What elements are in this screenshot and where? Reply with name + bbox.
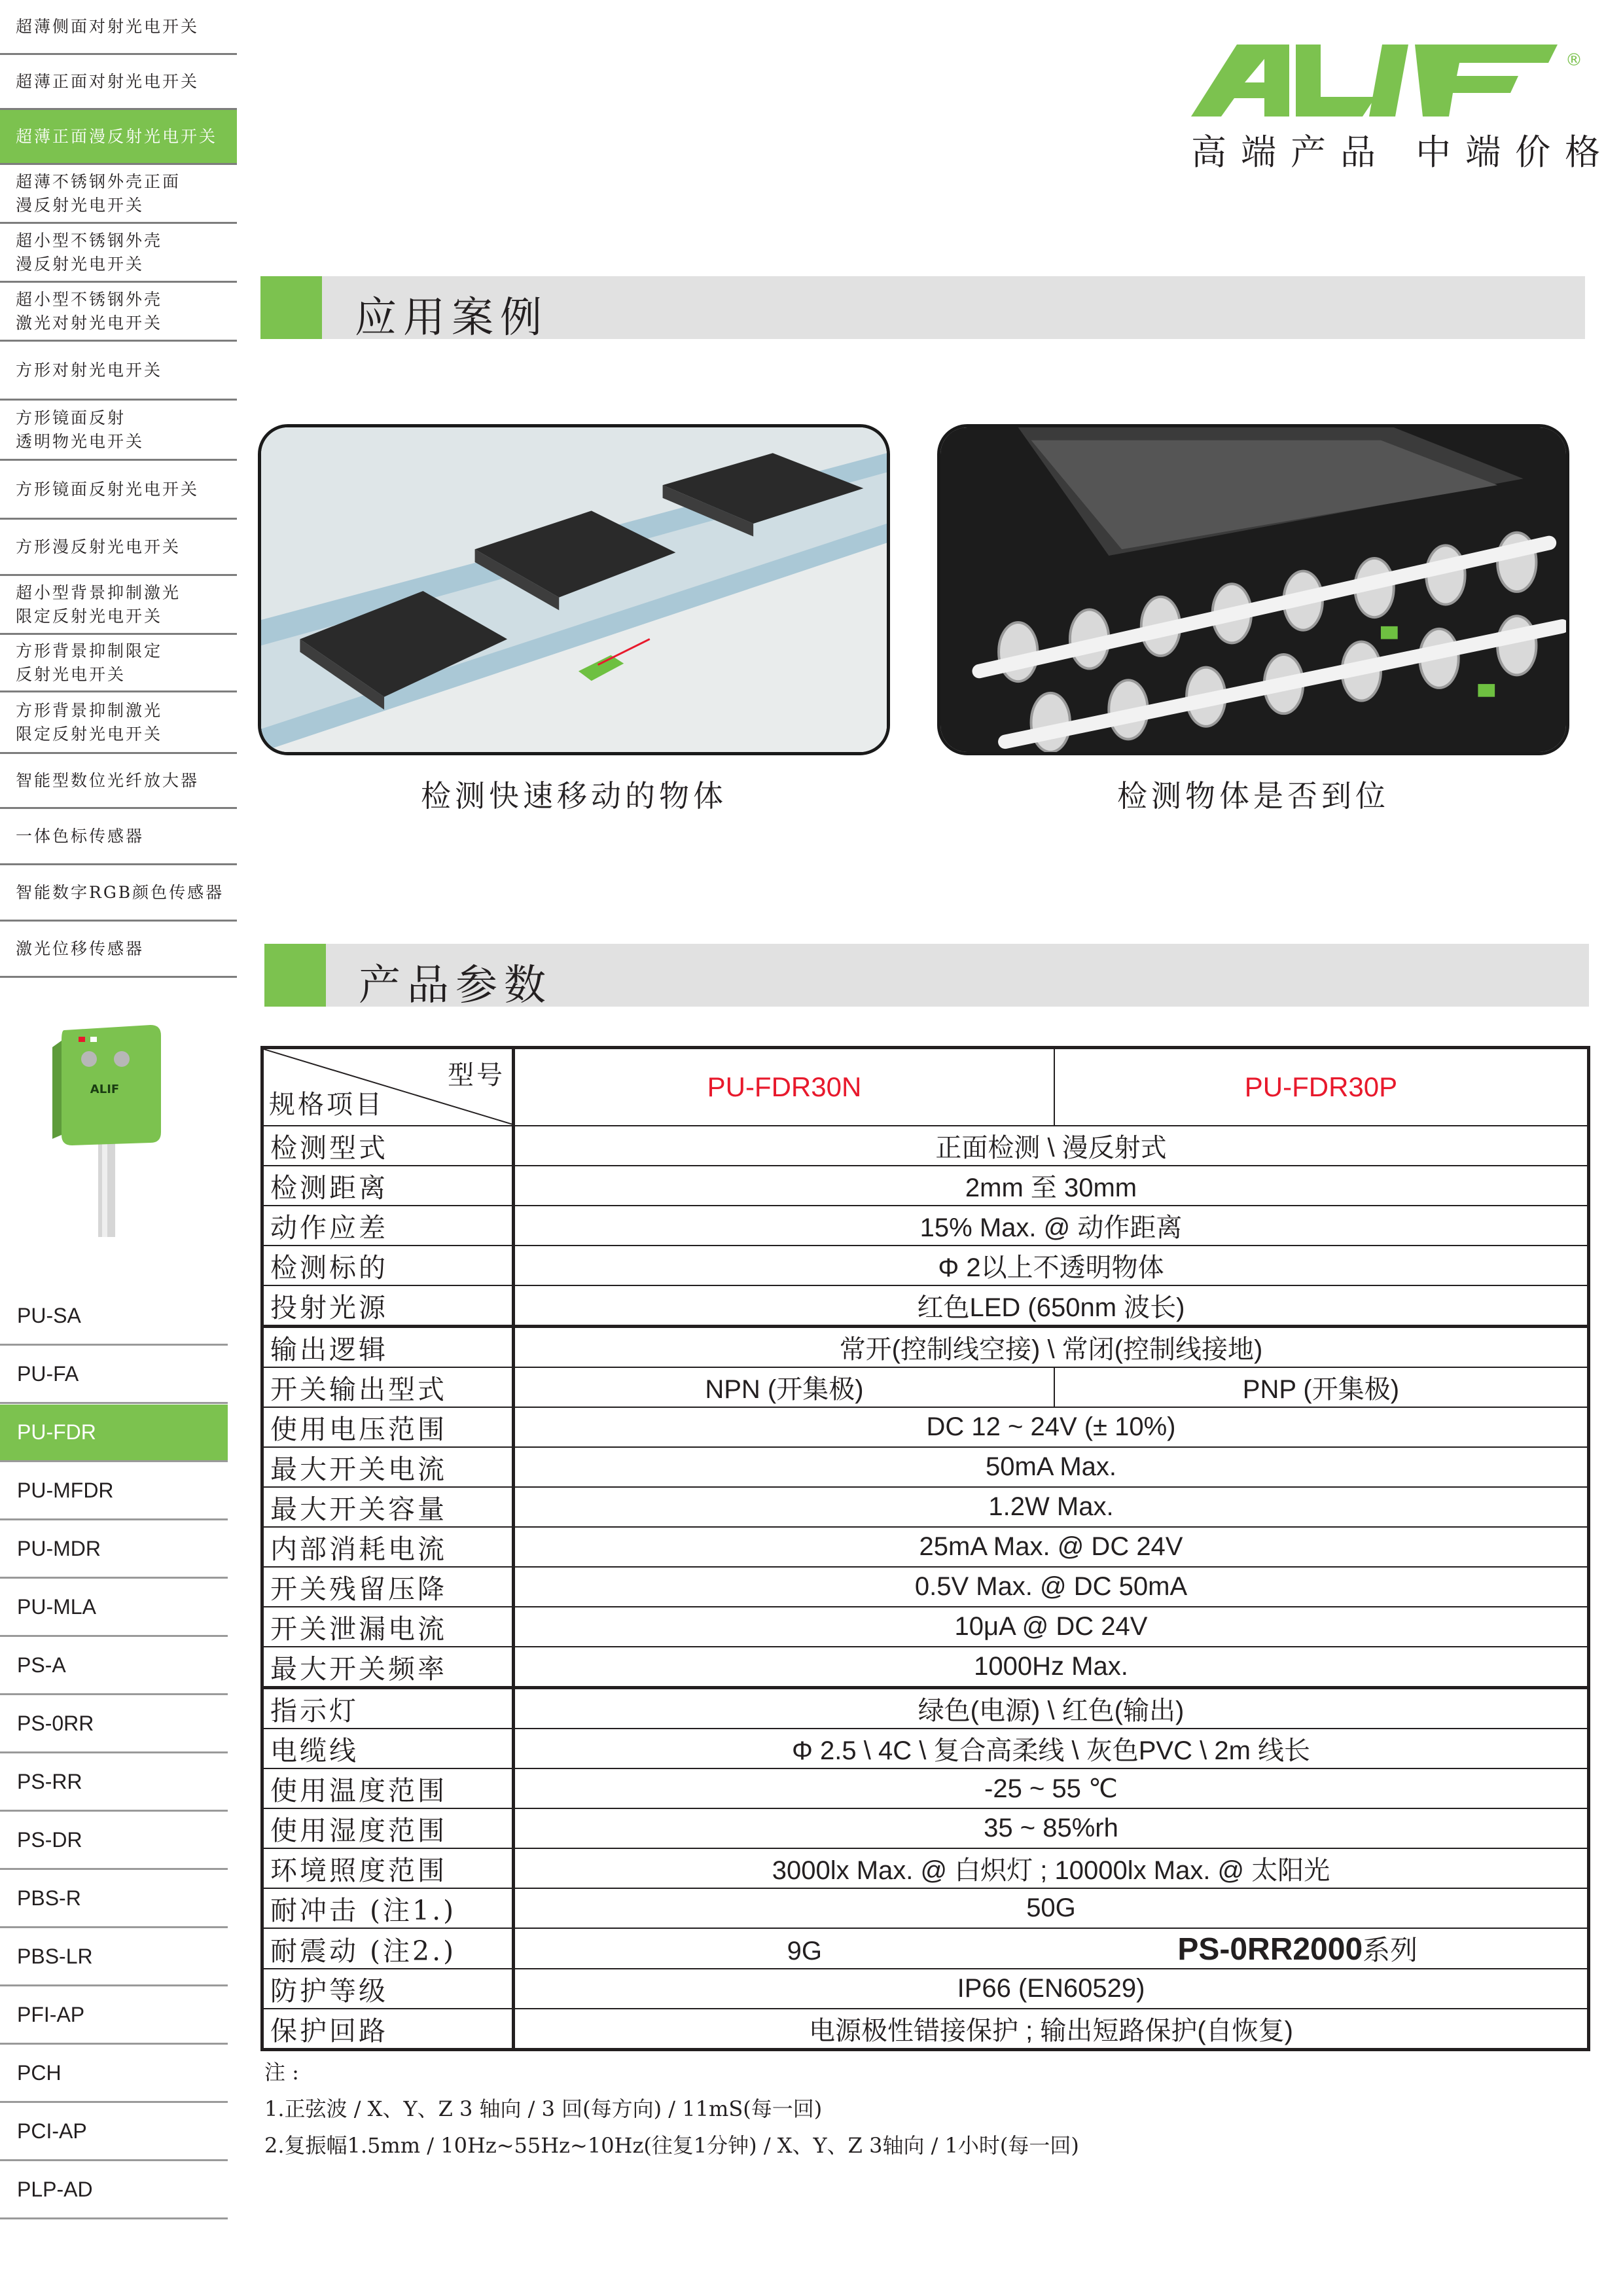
spec-value: Φ 2.5 \ 4C \ 复合高柔线 \ 灰色PVC \ 2m 线长 xyxy=(514,1729,1589,1768)
sidebar-model-pbs-r[interactable]: PBS-R xyxy=(0,1871,228,1928)
spec-value: Φ 2以上不透明物体 xyxy=(514,1246,1589,1285)
spec-value: 正面检测 \ 漫反射式 xyxy=(514,1126,1589,1166)
spec-value: 15% Max. @ 动作距离 xyxy=(514,1206,1589,1246)
spec-value-main: 9G xyxy=(787,1937,822,1965)
spec-value: 10μA @ DC 24V xyxy=(514,1607,1589,1647)
cases-section-heading xyxy=(260,276,1585,342)
spec-value: 3000lx Max. @ 白炽灯 ; 10000lx Max. @ 太阳光 xyxy=(514,1848,1589,1888)
sidebar-model-pu-mdr[interactable]: PU-MDR xyxy=(0,1521,228,1579)
spec-label: 使用电压范围 xyxy=(262,1407,514,1447)
spec-label: 检测标的 xyxy=(262,1246,514,1285)
model-n-header: PU-FDR30N xyxy=(514,1048,1054,1126)
sidebar-category-label: 超小型背景抑制激光 xyxy=(16,583,181,602)
spec-row xyxy=(262,1888,1589,1928)
sensor-product-image xyxy=(46,1021,177,1237)
sidebar-model-pu-fa[interactable]: PU-FA xyxy=(0,1346,228,1404)
sidebar-category-label: 超薄正面对射光电开关 xyxy=(16,71,200,91)
sidebar-model-pu-fdr[interactable]: PU-FDR xyxy=(0,1405,228,1462)
spec-label: 最大开关容量 xyxy=(262,1487,514,1527)
sidebar-category-item[interactable] xyxy=(0,110,237,165)
spec-row xyxy=(262,1487,1589,1527)
series-suffix: 系列 xyxy=(1363,1934,1418,1966)
spec-value: 电源极性错接保护 ; 输出短路保护(自恢复) xyxy=(514,2009,1589,2050)
sidebar-category-label: 方形镜面反射 xyxy=(16,408,126,427)
sidebar-category-label: 漫反射光电开关 xyxy=(16,254,145,274)
sidebar-model-plp-ad[interactable]: PLP-AD xyxy=(0,2162,228,2219)
spec-row xyxy=(262,1407,1589,1447)
sidebar-category-item[interactable] xyxy=(0,0,237,55)
sidebar-category-label: 超薄正面漫反射光电开关 xyxy=(16,126,218,146)
spec-label: 开关泄漏电流 xyxy=(262,1607,514,1647)
spec-label: 检测距离 xyxy=(262,1166,514,1206)
spec-value: 0.5V Max. @ DC 50mA xyxy=(514,1567,1589,1607)
sidebar-category-label: 方形背景抑制激光 xyxy=(16,700,163,720)
sidebar-category-item[interactable] xyxy=(0,401,237,461)
sidebar-model-pbs-lr[interactable]: PBS-LR xyxy=(0,1929,228,1986)
sidebar-category-item[interactable] xyxy=(0,692,237,754)
spec-row xyxy=(262,1607,1589,1647)
case-caption-2: 检测物体是否到位 xyxy=(1117,778,1389,814)
cases-title: 应用案例 xyxy=(355,294,548,342)
spec-value-npn: NPN (开集极) xyxy=(514,1367,1054,1407)
sidebar-category-label: 反射光电开关 xyxy=(16,664,126,684)
sidebar-category-label: 超薄不锈钢外壳正面 xyxy=(16,171,181,191)
spec-row xyxy=(262,2009,1589,2050)
spec-value xyxy=(514,1928,1589,1969)
spec-row xyxy=(262,1647,1589,1688)
spec-table xyxy=(260,1046,1590,2051)
spec-value: 常开(控制线空接) \ 常闭(控制线接地) xyxy=(514,1327,1589,1368)
spec-header-row xyxy=(262,1048,1589,1126)
spec-value: 2mm 至 30mm xyxy=(514,1166,1589,1206)
sidebar-category-item[interactable] xyxy=(0,865,237,922)
sidebar-model-ps-dr[interactable]: PS-DR xyxy=(0,1812,228,1870)
sidebar-category-label: 方形漫反射光电开关 xyxy=(16,537,181,556)
spec-label: 保护回路 xyxy=(262,2009,514,2050)
spec-value: DC 12 ~ 24V (± 10%) xyxy=(514,1407,1589,1447)
corner-spec-label: 规格项目 xyxy=(269,1090,384,1120)
sidebar-category-item[interactable] xyxy=(0,922,237,978)
spec-label: 使用湿度范围 xyxy=(262,1808,514,1848)
sidebar-category-item[interactable] xyxy=(0,809,237,865)
brand-logo xyxy=(1191,39,1584,124)
spec-value: -25 ~ 55 ℃ xyxy=(514,1768,1589,1808)
sidebar-category-item[interactable] xyxy=(0,635,237,692)
sidebar-category-label: 漫反射光电开关 xyxy=(16,195,145,215)
sidebar-model-ps-a[interactable]: PS-A xyxy=(0,1638,228,1695)
sidebar-model-pu-mfdr[interactable]: PU-MFDR xyxy=(0,1463,228,1520)
series-model: PS-0RR2000 xyxy=(1177,1932,1363,1967)
sidebar-category-label: 一体色标传感器 xyxy=(16,826,145,846)
sidebar-category-label: 激光位移传感器 xyxy=(16,939,145,958)
sidebar-category-label: 方形镜面反射光电开关 xyxy=(16,479,200,499)
sidebar-category-item[interactable] xyxy=(0,342,237,401)
spec-row xyxy=(262,1246,1589,1285)
sidebar-model-pu-mla[interactable]: PU-MLA xyxy=(0,1579,228,1637)
spec-value-series xyxy=(1051,1929,1544,1968)
heading-accent xyxy=(264,944,326,1007)
sidebar-category-item[interactable] xyxy=(0,55,237,110)
sidebar-category-label: 激光对射光电开关 xyxy=(16,313,163,332)
slogan: 高端产品 中端价格 xyxy=(1191,132,1615,173)
sidebar-category-item[interactable] xyxy=(0,754,237,809)
sidebar-model-pch[interactable]: PCH xyxy=(0,2045,228,2103)
note-line-2: 2.复振幅1.5mm / 10Hz~55Hz~10Hz(往复1分钟) / X、Y、Z 3轴向 / 1小时(每一回) xyxy=(264,2133,1079,2158)
spec-row xyxy=(262,1688,1589,1729)
footnotes xyxy=(264,2054,1079,2164)
sidebar-category-label: 限定反射光电开关 xyxy=(16,606,163,626)
sidebar-model-pfi-ap[interactable]: PFI-AP xyxy=(0,1987,228,2045)
case-image-object-presence xyxy=(937,424,1569,755)
case-caption-1: 检测快速移动的物体 xyxy=(421,778,727,814)
spec-row xyxy=(262,1327,1589,1368)
params-section-heading xyxy=(264,944,1589,1010)
spec-row xyxy=(262,1285,1589,1327)
spec-value: 1.2W Max. xyxy=(514,1487,1589,1527)
spec-label: 指示灯 xyxy=(262,1688,514,1729)
spec-corner-cell xyxy=(262,1048,514,1126)
spec-row xyxy=(262,1367,1589,1407)
spec-label: 防护等级 xyxy=(262,1969,514,2009)
model-p-header: PU-FDR30P xyxy=(1054,1048,1589,1126)
sidebar-category-label: 超薄侧面对射光电开关 xyxy=(16,16,200,36)
spec-row xyxy=(262,1768,1589,1808)
sidebar-category-label: 智能型数位光纤放大器 xyxy=(16,770,200,790)
params-title: 产品参数 xyxy=(359,961,552,1010)
spec-row xyxy=(262,1567,1589,1607)
sidebar-category-item[interactable] xyxy=(0,224,237,283)
heading-accent xyxy=(260,276,322,339)
sidebar-category-label: 限定反射光电开关 xyxy=(16,724,163,744)
sidebar-category-item[interactable] xyxy=(0,520,237,576)
sidebar-category-label: 透明物光电开关 xyxy=(16,431,145,451)
spec-label: 电缆线 xyxy=(262,1729,514,1768)
spec-value: 绿色(电源) \ 红色(输出) xyxy=(514,1688,1589,1729)
spec-row xyxy=(262,1527,1589,1567)
spec-row xyxy=(262,1969,1589,2009)
spec-row xyxy=(262,1808,1589,1848)
spec-row xyxy=(262,1206,1589,1246)
case-image-moving-objects xyxy=(258,424,890,755)
spec-row xyxy=(262,1126,1589,1166)
spec-value: 50G xyxy=(514,1888,1589,1928)
spec-value: 50mA Max. xyxy=(514,1447,1589,1487)
spec-value: 35 ~ 85%rh xyxy=(514,1808,1589,1848)
spec-row xyxy=(262,1928,1589,1969)
spec-label: 动作应差 xyxy=(262,1206,514,1246)
spec-row xyxy=(262,1848,1589,1888)
sidebar-model-pu-sa[interactable]: PU-SA xyxy=(0,1288,228,1346)
spec-row xyxy=(262,1447,1589,1487)
sidebar-category-label: 超小型不锈钢外壳 xyxy=(16,230,163,250)
sidebar-category-label: 方形对射光电开关 xyxy=(16,360,163,380)
spec-label: 环境照度范围 xyxy=(262,1848,514,1888)
spec-value: 红色LED (650nm 波长) xyxy=(514,1285,1589,1327)
spec-label: 开关残留压降 xyxy=(262,1567,514,1607)
spec-value-pnp: PNP (开集极) xyxy=(1054,1367,1589,1407)
spec-row xyxy=(262,1729,1589,1768)
sidebar-category-label: 超小型不锈钢外壳 xyxy=(16,289,163,309)
spec-label: 耐冲击 (注1.) xyxy=(262,1888,514,1928)
spec-value: 1000Hz Max. xyxy=(514,1647,1589,1688)
spec-label: 最大开关电流 xyxy=(262,1447,514,1487)
spec-label: 使用温度范围 xyxy=(262,1768,514,1808)
sidebar-category-item[interactable] xyxy=(0,576,237,635)
sidebar-category-label: 方形背景抑制限定 xyxy=(16,641,163,660)
sidebar-model-pci-ap[interactable]: PCI-AP xyxy=(0,2104,228,2161)
sidebar-model-ps-rr[interactable]: PS-RR xyxy=(0,1754,228,1812)
spec-value: IP66 (EN60529) xyxy=(514,1969,1589,2009)
sidebar-category-item[interactable] xyxy=(0,283,237,342)
spec-label: 输出逻辑 xyxy=(262,1327,514,1368)
spec-row xyxy=(262,1166,1589,1206)
registered-mark: ® xyxy=(1565,50,1582,70)
note-line-1: 1.正弦波 / X、Y、Z 3 轴向 / 3 回(每方向) / 11mS(每一回) xyxy=(264,2096,823,2121)
spec-label: 耐震动 (注2.) xyxy=(262,1928,514,1969)
spec-label: 开关输出型式 xyxy=(262,1367,514,1407)
spec-label: 检测型式 xyxy=(262,1126,514,1166)
sidebar-category-item[interactable] xyxy=(0,461,237,520)
notes-heading: 注 : xyxy=(264,2060,299,2085)
sensor-label: ALIF xyxy=(90,1083,120,1096)
spec-value: 25mA Max. @ DC 24V xyxy=(514,1527,1589,1567)
sidebar-category-label: 智能数字RGB颜色传感器 xyxy=(16,882,224,902)
spec-label: 最大开关频率 xyxy=(262,1647,514,1688)
sidebar-model-ps-0rr[interactable]: PS-0RR xyxy=(0,1696,228,1753)
spec-label: 内部消耗电流 xyxy=(262,1527,514,1567)
corner-model-label: 型号 xyxy=(448,1060,505,1090)
sidebar-category-item[interactable] xyxy=(0,165,237,224)
spec-label: 投射光源 xyxy=(262,1285,514,1327)
